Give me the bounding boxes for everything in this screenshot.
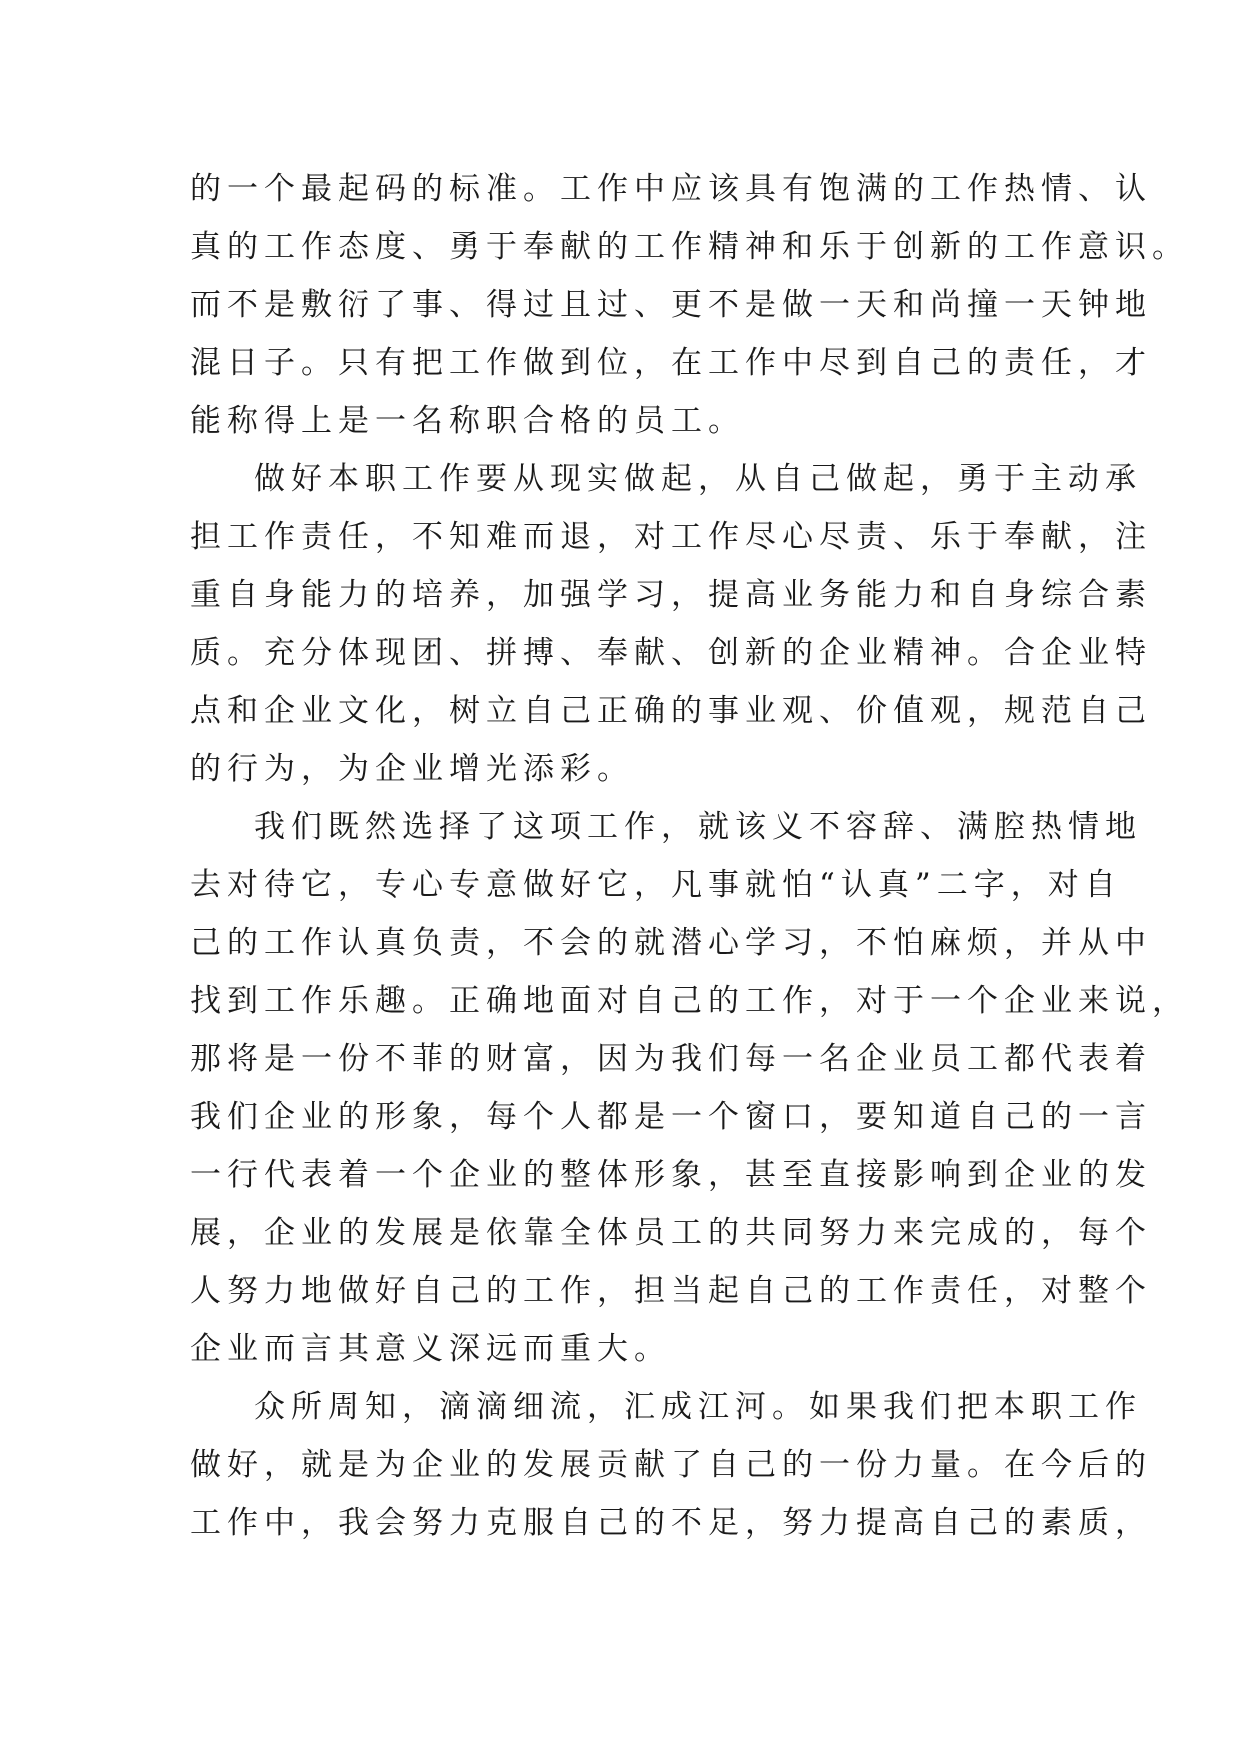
- paragraph-first-line: 我们既然选择了这项工作，就该义不容辞、满腔热情地: [254, 809, 1142, 845]
- paragraph-first-line: 做好本职工作要从现实做起，从自己做起，勇于主动承: [254, 461, 1142, 497]
- text-line: 能称得上是一名称职合格的员工。: [190, 403, 745, 439]
- text-line: 而不是敷衍了事、得过且过、更不是做一天和尚撞一天钟地: [190, 287, 1152, 323]
- text-line: 展，企业的发展是依靠全体员工的共同努力来完成的，每个: [190, 1215, 1152, 1251]
- text-line: 质。充分体现团、拼搏、奉献、创新的企业精神。合企业特: [190, 635, 1152, 671]
- paragraph-first-line: 众所周知，滴滴细流，汇成江河。如果我们把本职工作: [254, 1389, 1142, 1425]
- text-line: 混日子。只有把工作做到位，在工作中尽到自己的责任，才: [190, 345, 1152, 381]
- text-line: 己的工作认真负责，不会的就潜心学习，不怕麻烦，并从中: [190, 925, 1152, 961]
- document-body: [190, 160, 1189, 1552]
- text-line: 重自身能力的培养，加强学习，提高业务能力和自身综合素: [190, 577, 1152, 613]
- text-line: 工作中，我会努力克服自己的不足，努力提高自己的素质，: [190, 1505, 1152, 1541]
- text-line: 我们企业的形象，每个人都是一个窗口，要知道自己的一言: [190, 1099, 1152, 1135]
- text-line: 找到工作乐趣。正确地面对自己的工作，对于一个企业来说，: [190, 983, 1189, 1019]
- text-line: 担工作责任，不知难而退，对工作尽心尽责、乐于奉献，注: [190, 519, 1152, 555]
- text-line: 一行代表着一个企业的整体形象，甚至直接影响到企业的发: [190, 1157, 1152, 1193]
- text-line: 人努力地做好自己的工作，担当起自己的工作责任，对整个: [190, 1273, 1152, 1309]
- text-line: 点和企业文化，树立自己正确的事业观、价值观，规范自己: [190, 693, 1152, 729]
- text-line: 企业而言其意义深远而重大。: [190, 1331, 671, 1367]
- text-line: 去对待它，专心专意做好它，凡事就怕“认真”二字，对自: [190, 867, 1122, 903]
- text-line: 做好，就是为企业的发展贡献了自己的一份力量。在今后的: [190, 1447, 1152, 1483]
- text-line: 的行为，为企业增光添彩。: [190, 751, 634, 787]
- text-line: 那将是一份不菲的财富，因为我们每一名企业员工都代表着: [190, 1041, 1152, 1077]
- text-line: 真的工作态度、勇于奉献的工作精神和乐于创新的工作意识。: [190, 229, 1189, 265]
- text-line: 的一个最起码的标准。工作中应该具有饱满的工作热情、认: [190, 171, 1152, 207]
